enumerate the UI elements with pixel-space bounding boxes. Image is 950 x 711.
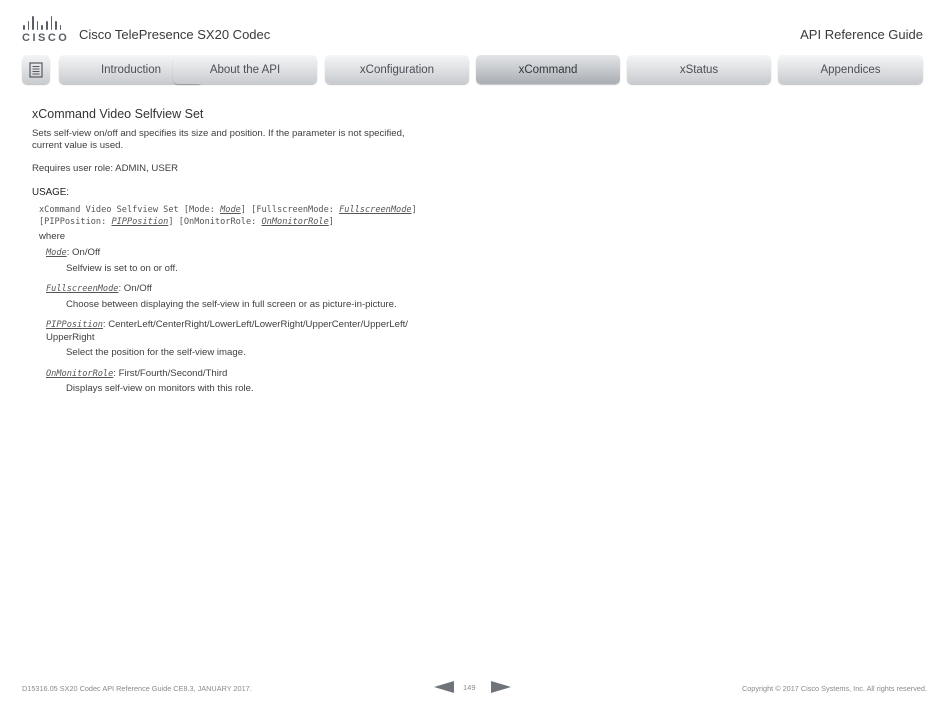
document-list-icon — [29, 62, 43, 78]
main-nav — [22, 55, 923, 85]
param-name: OnMonitorRole — [46, 368, 114, 379]
param-values: : CenterLeft/CenterRight/LowerLeft/LowerRight/UpperCenter/UpperLeft/ UpperRight — [46, 319, 408, 343]
param-values: : On/Off — [118, 283, 152, 294]
param-name: PIPPosition — [46, 320, 103, 330]
next-page-icon[interactable] — [491, 681, 511, 693]
where-label: where — [39, 230, 66, 242]
param-values: : On/Off — [66, 247, 101, 258]
param-name: Mode — [46, 248, 67, 258]
param-pipposition — [46, 319, 432, 360]
param-description: Selfview is set to on or off. — [66, 262, 178, 274]
usage-text: ] — [411, 204, 417, 215]
usage-text: ] [FullscreenMode: — [240, 204, 340, 215]
tab-xcommand[interactable]: xCommand — [476, 55, 620, 84]
param-description: Displays self-view on monitors with this role. — [66, 383, 254, 394]
usage-text: xCommand Video Selfview Set [Mode: — [39, 204, 221, 215]
document-id: D15316.05 SX20 Codec API Reference Guide CE8.3, JANUARY 2017. — [22, 684, 252, 693]
usage-param-pipposition: PIPPosition — [111, 216, 169, 227]
command-section — [32, 108, 432, 404]
command-description: Sets self-view on/off and specifies its size and position. If the parameter is not specified, current value is used. — [32, 127, 405, 151]
guide-title: API Reference Guide — [800, 27, 923, 42]
page-number: 149 — [463, 683, 476, 692]
param-onmonitorrole — [46, 368, 432, 396]
pager — [434, 680, 514, 694]
usage-text: ] [OnMonitorRole: — [168, 216, 262, 227]
previous-page-icon[interactable] — [434, 681, 454, 693]
command-title: xCommand Video Selfview Set — [32, 107, 204, 121]
param-name: FullscreenMode — [46, 284, 119, 294]
usage-param-mode: Mode — [220, 204, 241, 215]
param-mode — [46, 247, 432, 275]
usage-param-fullscreenmode: FullscreenMode — [339, 204, 412, 215]
contents-button[interactable] — [22, 55, 50, 84]
tab-introduction[interactable]: Introduction — [59, 55, 203, 84]
tab-appendices[interactable]: Appendices — [778, 55, 923, 84]
usage-line-2 — [39, 216, 432, 228]
copyright: Copyright © 2017 Cisco Systems, Inc. All rights reserved. — [741, 684, 927, 693]
usage-line-1 — [39, 204, 432, 216]
usage-text: [PIPPosition: — [39, 216, 112, 227]
cisco-logo — [22, 16, 70, 44]
usage-param-onmonitorrole: OnMonitorRole — [261, 216, 329, 227]
param-description: Choose between displaying the self-view in full screen or as picture-in-picture. — [66, 298, 397, 310]
usage-syntax — [39, 204, 432, 228]
tab-about-the-api[interactable]: About the API — [173, 55, 317, 84]
user-role: Requires user role: ADMIN, USER — [32, 162, 179, 174]
param-values: : First/Fourth/Second/Third — [113, 367, 228, 379]
usage-label: USAGE: — [32, 187, 70, 198]
logo-wordmark: CISCO — [22, 32, 70, 44]
cisco-bars-icon — [23, 16, 66, 30]
product-title: Cisco TelePresence SX20 Codec — [79, 27, 271, 42]
tab-xstatus[interactable]: xStatus — [627, 55, 771, 84]
tab-xconfiguration[interactable]: xConfiguration — [325, 55, 469, 84]
param-fullscreenmode — [46, 283, 432, 311]
usage-text: ] — [328, 216, 334, 227]
param-description: Select the position for the self-view image. — [66, 347, 246, 358]
